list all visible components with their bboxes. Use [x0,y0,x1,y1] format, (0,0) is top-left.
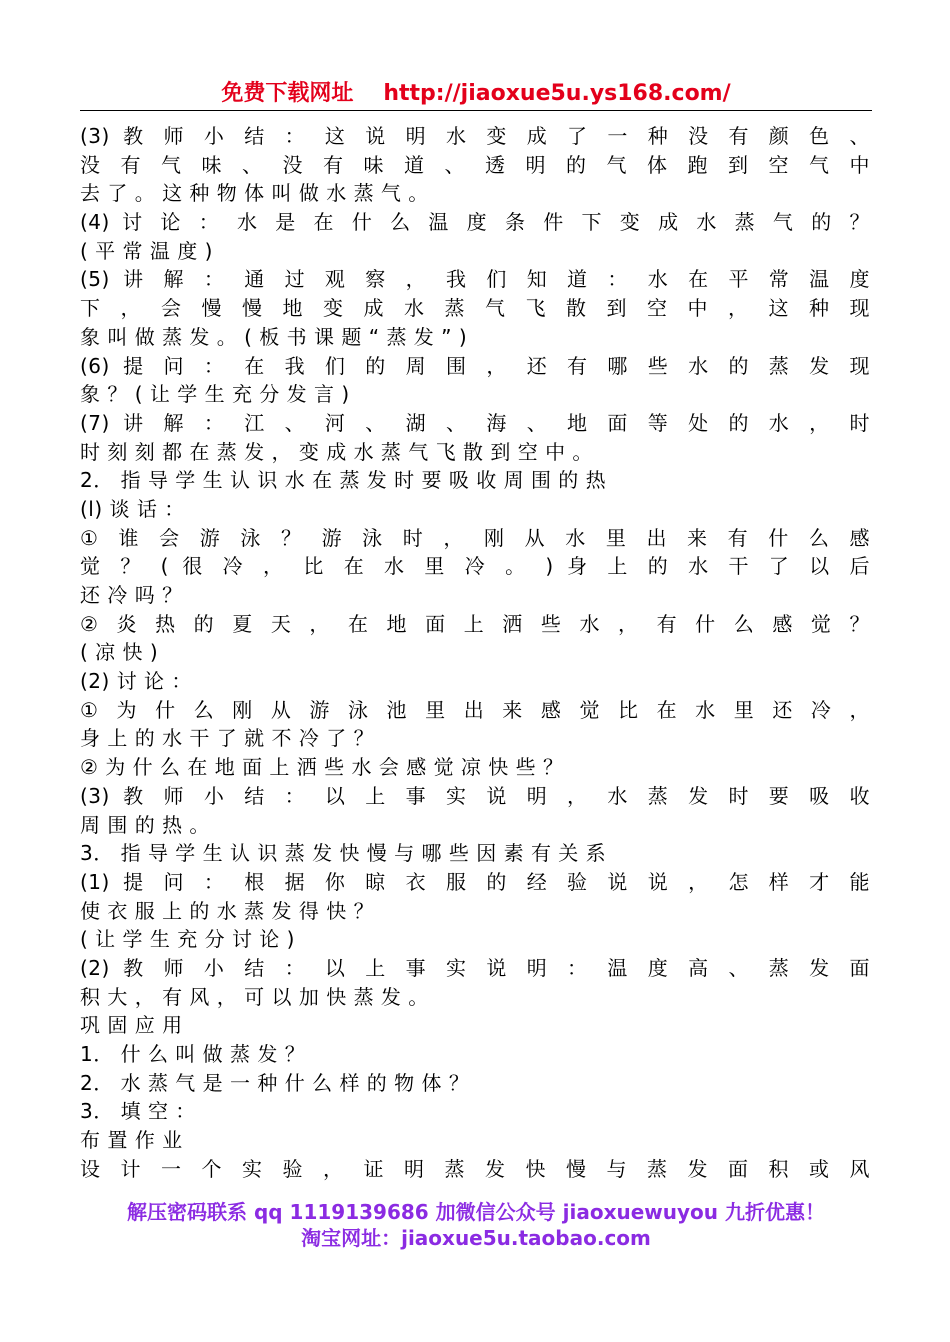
text-line: ① 谁 会 游 泳 ？ 游 泳 时 ， 刚 从 水 里 出 来 有 什 么 感 [80,525,870,550]
text-line: ① 为 什 么 刚 从 游 泳 池 里 出 来 感 觉 比 在 水 里 还 冷 ， [80,697,870,722]
text-line: 觉 ？ ( 很 冷 ， 比 在 水 里 冷 。 ) 身 上 的 水 干 了 以 后 [80,554,870,579]
footer-shop-url[interactable]: 淘宝网址：jiaoxue5u.taobao.com [301,1226,651,1250]
document-body [80,122,870,1183]
text-line: ( 平 常 温 度 ) [80,238,213,263]
header-url[interactable]: http://jiaoxue5u.ys168.com/ [383,81,731,106]
text-line: 象 叫 做 蒸 发 。 ( 板 书 课 题 “ 蒸 发 ” ) [80,324,468,349]
text-line: 还 冷 吗 ？ [80,583,183,607]
text-line: (1) 提 问 ： 根 据 你 晾 衣 服 的 经 验 说 说 ， 怎 样 才 能 [80,869,870,894]
text-line: 2． 指 导 学 生 认 识 水 在 蒸 发 时 要 吸 收 周 围 的 热 [80,468,607,493]
page-header [80,78,872,110]
text-line: 设 计 一 个 实 验 ， 证 明 蒸 发 快 慢 与 蒸 发 面 积 或 风 [80,1156,870,1181]
text-line: 没 有 气 味 、 没 有 味 道 、 透 明 的 气 体 跑 到 空 气 中 [80,152,870,177]
text-line: (6) 提 问 ： 在 我 们 的 周 围 ， 还 有 哪 些 水 的 蒸 发 现 [80,353,870,378]
text-line: (l) 谈 话 ： [80,496,185,521]
text-line: (2) 教 师 小 结 ： 以 上 事 实 说 明 ： 温 度 高 、 蒸 发 面 [80,955,870,980]
text-line: (4) 讨 论 ： 水 是 在 什 么 温 度 条 件 下 变 成 水 蒸 气 的 ？ [80,210,870,235]
text-line: ② 为 什 么 在 地 面 上 洒 些 水 会 感 觉 凉 快 些 ？ [80,755,564,780]
footer-contact: 解压密码联系 qq 1119139686 加微信公众号 jiaoxuewuyou 九折优惠！ [127,1200,825,1224]
text-line: 积 大 ， 有 风 ， 可 以 加 快 蒸 发 。 [80,984,429,1009]
header-divider [80,110,872,111]
text-line: 2． 水 蒸 气 是 一 种 什 么 样 的 物 体 ？ [80,1070,470,1095]
text-line: 下 ， 会 慢 慢 地 变 成 水 蒸 气 飞 散 到 空 中 ， 这 种 现 [80,296,870,321]
text-line: 周 围 的 热 。 [80,812,210,837]
text-line: ② 炎 热 的 夏 天 ， 在 地 面 上 洒 些 水 ， 有 什 么 感 觉 ？ [80,611,870,636]
text-line: 身 上 的 水 干 了 就 不 冷 了 ？ [80,726,375,751]
text-line: (2) 讨 论 ： [80,669,192,694]
text-line: (7) 讲 解 ： 江 、 河 、 湖 、 海 、 地 面 等 处 的 水 ， 时 [80,410,870,435]
text-line: 3． 指 导 学 生 认 识 蒸 发 快 慢 与 哪 些 因 素 有 关 系 [80,841,607,866]
text-line: 使 衣 服 上 的 水 蒸 发 得 快 ？ [80,898,375,923]
text-line: ( 凉 快 ) [80,640,159,665]
text-line: (5) 讲 解 ： 通 过 观 察 ， 我 们 知 道 ： 水 在 平 常 温 度 [80,267,870,292]
text-line: (3) 教 师 小 结 ： 这 说 明 水 变 成 了 一 种 没 有 颜 色 、 [80,124,870,148]
text-line: 象 ？ ( 让 学 生 充 分 发 言 ) [80,382,350,407]
text-line: (3) 教 师 小 结 ： 以 上 事 实 说 明 ， 水 蒸 发 时 要 吸 收 [80,783,870,808]
header-title: 免费下载网址 [221,81,354,106]
text-line: 去 了 。 这 种 物 体 叫 做 水 蒸 气 。 [80,181,429,206]
text-line: 3． 填 空 ： [80,1099,196,1124]
text-line: ( 让 学 生 充 分 讨 论 ) [80,927,295,952]
text-line: 布 置 作 业 [80,1128,183,1153]
text-line: 巩 固 应 用 [80,1013,183,1038]
text-line: 1． 什 么 叫 做 蒸 发 ？ [80,1042,306,1066]
text-line: 时 刻 刻 都 在 蒸 发 ， 变 成 水 蒸 气 飞 散 到 空 中 。 [80,439,593,464]
